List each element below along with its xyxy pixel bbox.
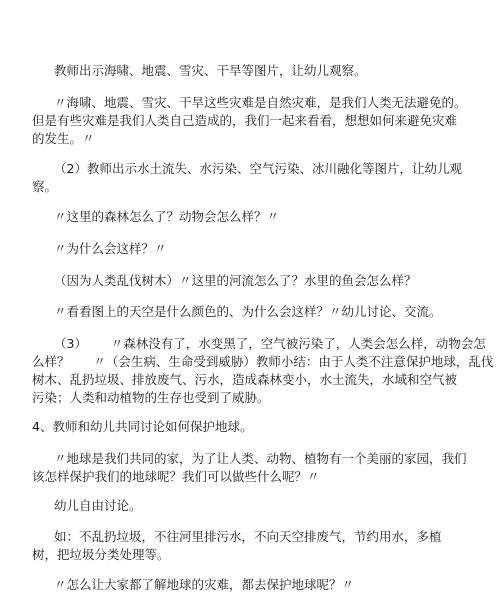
paragraph-free-discussion: 幼儿自由讨论。 [54,498,142,513]
paragraph-forest-question: 〃这里的森林怎么了？动物会怎么样？〃 [54,209,280,224]
paragraph-earth-home: 〃地球是我们共同的家，为了让人类、动物、植物有一个美丽的家园，我们 该怎样保护我们的地球呢？我们可以做些什么呢？〃 [32,451,467,484]
paragraph-river-question: （因为人类乱伐树木）〃这里的河流怎么了？水里的鱼会怎么样？ [54,273,417,288]
paragraph-discussion-heading: 4、教师和幼儿共同讨论如何保护地球。 [32,419,253,434]
paragraph-teacher-summary: （3） 〃森林没有了，水变黑了，空气被污染了，人类会怎么样，动物会怎 么样？ 〃（会生病、生命受到威胁）教师小结：由于人类不注意保护地球，乱伐 树木、乱扔垃圾、排放废气、污水，造成森林变小，水土流失，水域和空气被 污染；人类和动植物的生存也受到了威胁。 [32,336,494,405]
paragraph-final-question: 〃怎么让大家都了解地球的灾难，都去保护地球呢？〃 [54,577,355,592]
paragraph-examples: 如：不乱扔垃圾，不往河里排污水，不向天空排废气，节约用水，多植 树，把垃圾分类处理等。 [32,529,442,562]
paragraph-pollution-pictures: （2）教师出示水土流失、水污染、空气污染、冰川融化等图片，让幼儿观 察。 [32,161,462,194]
paragraph-natural-disasters: 〃海啸、地震、雪灾、干旱这些灾难是自然灾难，是我们人类无法避免的。 但是有些灾难是我们人类自己造成的，我们一起来看看，想想如何来避免灾难 的发生。〃 [32,95,467,146]
paragraph-show-disaster-pictures: 教师出示海啸、地震、雪灾、干旱等图片，让幼儿观察。 [54,63,367,78]
paragraph-sky-question: 〃看看图上的天空是什么颜色的、为什么会这样？〃幼儿讨论、交流。 [54,304,442,319]
paragraph-why-question: 〃为什么会这样？〃 [54,241,167,256]
